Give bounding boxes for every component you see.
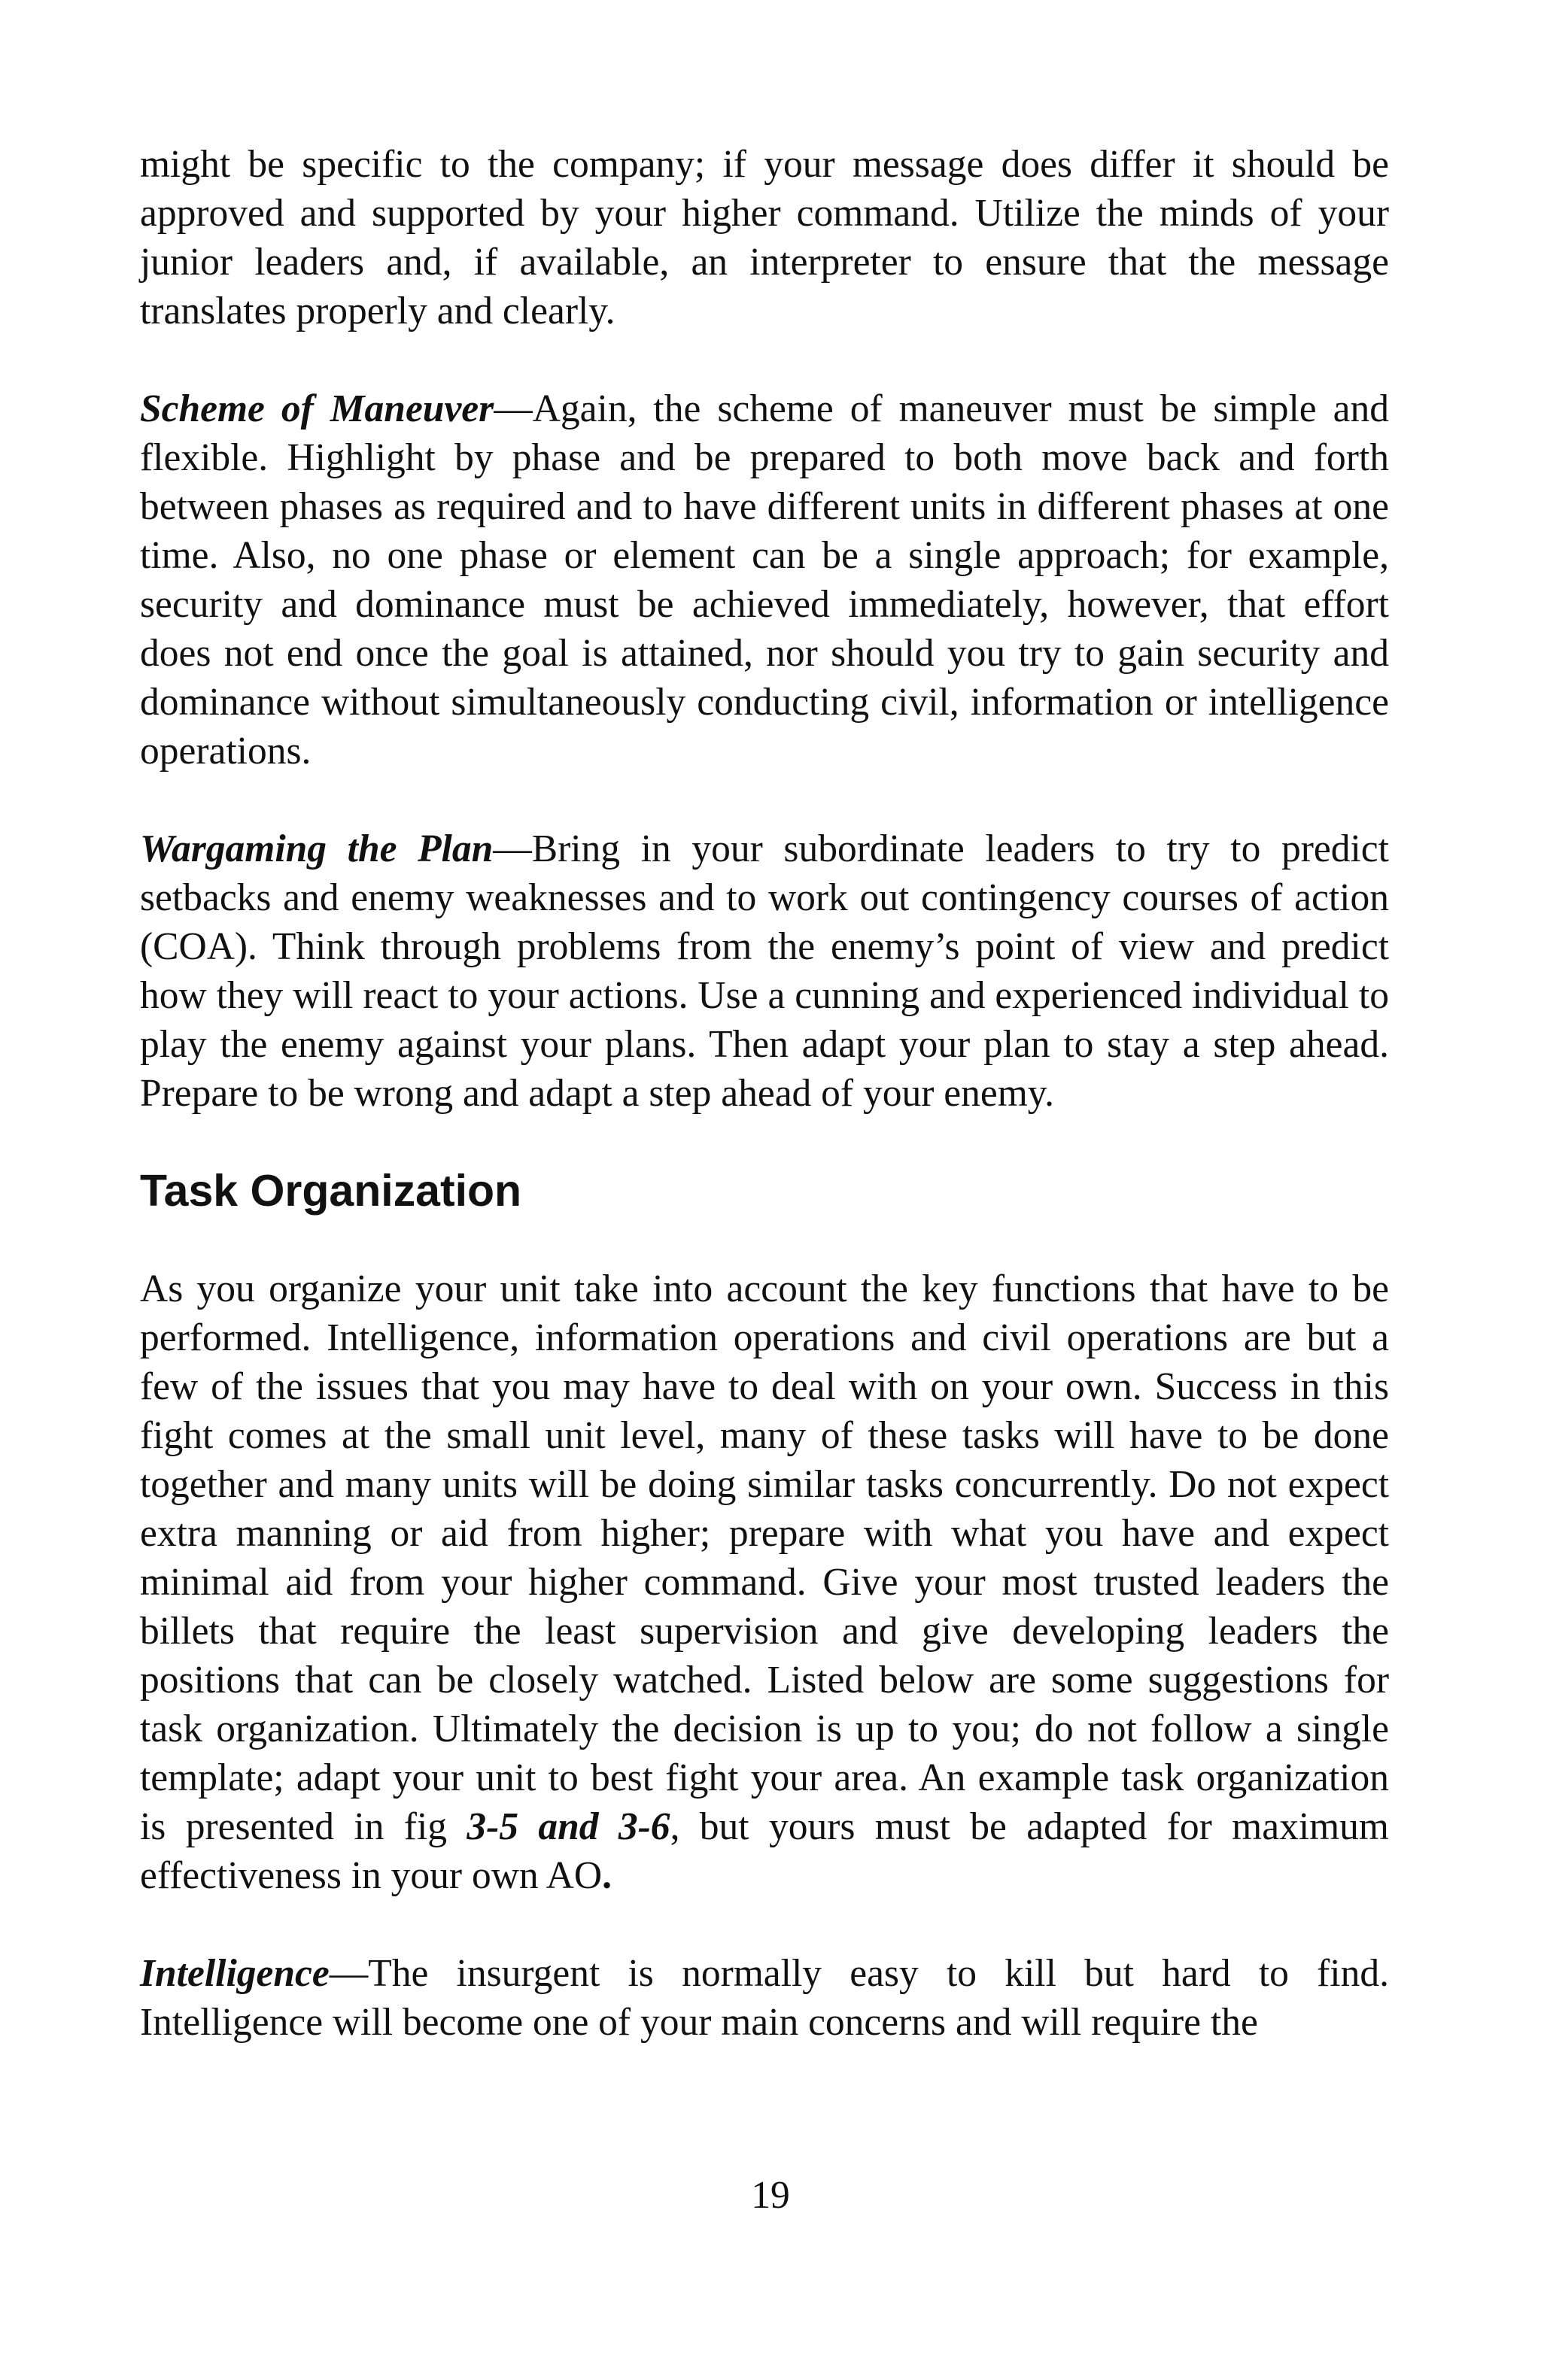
task-organization-text-part2: , but yours must be adapted for maximum effectiveness in your own AO [140,1805,1389,1897]
intelligence-lead: Intelligence [140,1952,330,1995]
figure-reference: 3-5 and 3-6 [467,1805,670,1848]
wargaming-the-plan-lead: Wargaming the Plan [140,827,494,870]
wargaming-the-plan-text: —Bring in your subordinate leaders to try to predict setbacks and enemy weaknesses and to work out contingency courses of action (COA). Think through problems from the enemy’s point of view and predict how they will react to your actions. Use a cunning and experienced individual to play the enemy against your plans. Then adapt your plan to stay a step ahead. Prepare to be wrong and adapt a step ahead of your enemy. [140,827,1389,1115]
task-organization-end-period: . [602,1854,612,1897]
paragraph-spacer [140,1216,1389,1264]
paragraph-wargaming-the-plan [140,824,1389,1118]
scheme-of-maneuver-text: —Again, the scheme of maneuver must be simple and flexible. Highlight by phase and be prepared to both move back and forth between phases as required and to have different units in different phases at one time. Also, no one phase or element can be a single approach; for example, security and dominance must be achieved immediately, however, that effort does not end once the goal is attained, nor should you try to gain security and dominance without simultaneously conducting civil, information or intelligence operations. [140,387,1389,773]
paragraph-intelligence [140,1949,1389,2047]
paragraph-scheme-of-maneuver [140,384,1389,776]
paragraph-task-organization [140,1264,1389,1900]
document-page [140,140,1389,2047]
task-organization-text-part1: As you organize your unit take into account the key functions that have to be performed. Intelligence, information operations and civil operations are but a few of the issues that you may have to deal with on your own. Success in this fight comes at the small unit level, many of these tasks will have to be done together and many units will be doing similar tasks concurrently. Do not expect extra manning or aid from higher; prepare with what you have and expect minimal aid from your higher command. Give your most trusted leaders the billets that require the least supervision and give developing leaders the positions that can be closely watched. Listed below are some suggestions for task organization. Ultimately the decision is up to you; do not follow a single template; adapt your unit to best fight your area. An example task organization is presented in fig [140,1267,1389,1848]
section-heading-task-organization: Task Organization [140,1166,522,1216]
page-number: 19 [751,2174,790,2217]
scheme-of-maneuver-lead: Scheme of Maneuver [140,387,494,430]
paragraph-spacer [140,776,1389,824]
paragraph-spacer [140,335,1389,384]
intelligence-text: —The insurgent is normally easy to kill but hard to find. Intelligence will become one of your main concerns and will require the [140,1952,1389,2044]
paragraph-spacer [140,1900,1389,1949]
paragraph-spacer [140,1118,1389,1167]
paragraph-intro-continuation: might be specific to the company; if your message does differ it should be approved and supported by your higher command. Utilize the minds of your junior leaders and, if available, an interpreter to ensure that the message translates properly and clearly. [140,143,1389,332]
